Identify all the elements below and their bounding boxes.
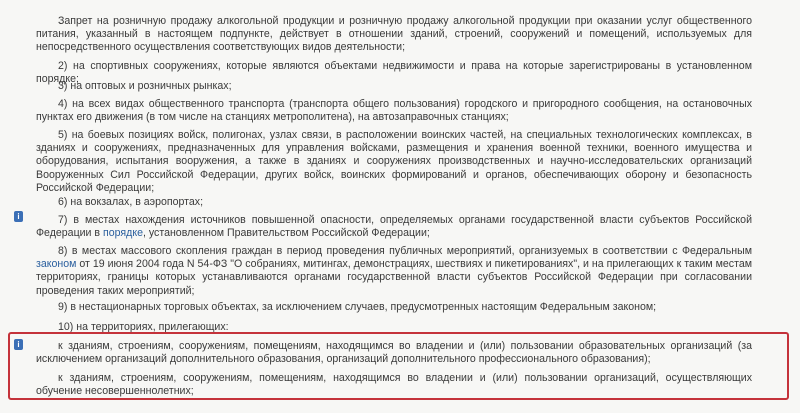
link-zakon[interactable]: законом	[36, 258, 77, 271]
item-5: 5) на боевых позициях войск, полигонах, узлах связи, в расположении воинских частей, на специальных технологических комплексах, в зданиях и сооружениях, предназначенных для управления войсками, размещения и хранения военной техники, военного имущества и оборудования, испытания вооружения, а также в зданиях и сооружениях производственных и научно-исследовательских организаций Вооруженных Сил Российской Федерации, других войск, воинских формирований и органов, обеспечивающих оборону и безопасность Российской Федерации;	[36, 129, 752, 194]
item-8	[36, 245, 752, 298]
item-4: 4) на всех видах общественного транспорта (транспорта общего пользования) городского и пригородного сообщения, на остановочных пунктах его движения (в том числе на станциях метрополитена), на автозаправочных станциях;	[36, 98, 752, 124]
highlight-frame	[8, 332, 789, 400]
link-poryadok[interactable]: порядке	[103, 227, 143, 240]
item-8-text: 8) в местах массового скопления граждан в период проведения публичных мероприятий, организуемых в соответствии с Федеральным	[58, 245, 752, 257]
item-7-text: 7) в местах нахождения источников повышенной опасности, определяемых органами государственной власти субъектов Российской Федерации в	[36, 214, 752, 240]
info-icon[interactable]: i	[14, 339, 23, 350]
item-8-text-end: от 19 июня 2004 года N 54-ФЗ "О собраниях, митингах, демонстрациях, шествиях и пикетированиях", и на прилегающих к таким местам территориях, границы которых устанавливаются органами государственной власти субъектов Российской Федерации при согласовании проведения таких мероприятий;	[36, 258, 752, 297]
intro-paragraph: Запрет на розничную продажу алкогольной продукции и розничную продажу алкогольной продукции при оказании услуг общественного питания, указанный в настоящем подпункте, действует в отношении зданий, строений, сооружений и помещений, используемых для непосредственного осуществления соответствующих видов деятельности;	[36, 15, 752, 54]
item-10-minors: к зданиям, строениям, сооружениям, помещениям, находящимся во владении и (или) пользовании организаций, осуществляющих обучение несовершеннолетних;	[36, 372, 752, 398]
item-10-educational: к зданиям, строениям, сооружениям, помещениям, находящимся во владении и (или) пользовании образовательных организаций (за исключением организаций дополнительного образования, организаций дополнительного профессионального образования);	[36, 340, 752, 366]
info-icon[interactable]: i	[14, 211, 23, 222]
item-10: 10) на территориях, прилегающих:	[58, 321, 229, 333]
item-9: 9) в нестационарных торговых объектах, за исключением случаев, предусмотренных настоящим Федеральным законом;	[58, 301, 657, 313]
item-3: 3) на оптовых и розничных рынках;	[58, 80, 232, 92]
item-7-text-end: , установленном Правительством Российской Федерации;	[142, 227, 430, 240]
item-7	[36, 214, 752, 240]
item-6: 6) на вокзалах, в аэропортах;	[58, 196, 204, 208]
item-2: 2) на спортивных сооружениях, которые являются объектами недвижимости и права на которые зарегистрированы в установленном порядке;	[36, 60, 752, 86]
